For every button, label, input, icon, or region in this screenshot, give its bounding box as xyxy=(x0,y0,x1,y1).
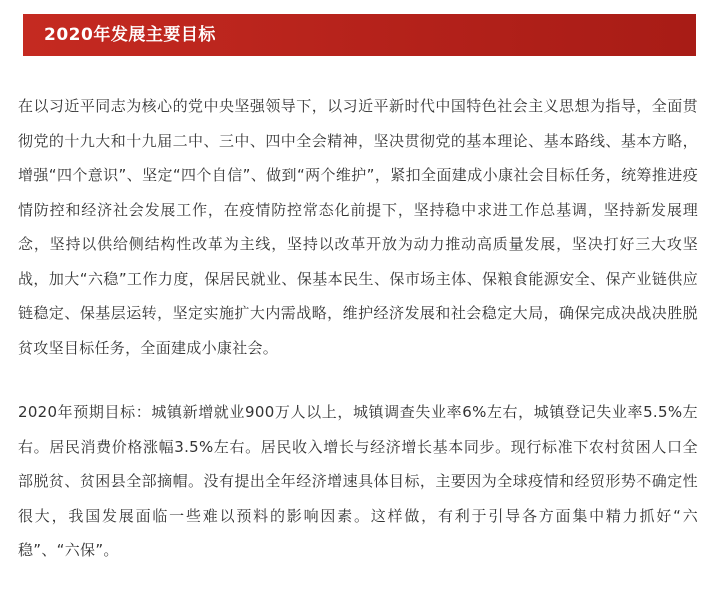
header-accent-stripe xyxy=(18,14,23,56)
paragraph-expected-targets: 2020年预期目标：城镇新增就业900万人以上，城镇调查失业率6%左右，城镇登记失业率5.5%左右。居民消费价格涨幅3.5%左右。居民收入增长与经济增长基本同步。现行标准下农村贫困人口全部脱贫、贫困县全部摘帽。没有提出全年经济增速具体目标，主要因为全球疫情和经贸形势不确定性很大，我国发展面临一些难以预料的影响因素。这样做，有利于引导各方面集中精力抓好“六稳”、“六保”。 xyxy=(18,403,698,559)
article-body xyxy=(18,89,698,568)
paragraph-guiding-principles: 在以习近平同志为核心的党中央坚强领导下，以习近平新时代中国特色社会主义思想为指导，全面贯彻党的十九大和十九届二中、三中、四中全会精神，坚决贯彻党的基本理论、基本路线、基本方略，增强“四个意识”、坚定“四个自信”、做到“两个维护”，紧扣全面建成小康社会目标任务，统筹推进疫情防控和经济社会发展工作，在疫情防控常态化前提下，坚持稳中求进工作总基调，坚持新发展理念，坚持以供给侧结构性改革为主线，坚持以改革开放为动力推动高质量发展，坚决打好三大攻坚战，加大“六稳”工作力度，保居民就业、保基本民生、保市场主体、保粮食能源安全、保产业链供应链稳定、保基层运转，坚定实施扩大内需战略，维护经济发展和社会稳定大局，确保完成决战决胜脱贫攻坚目标任务，全面建成小康社会。 xyxy=(18,97,698,357)
section-title: 2020年发展主要目标 xyxy=(44,25,216,45)
section-header-bar xyxy=(18,14,696,56)
